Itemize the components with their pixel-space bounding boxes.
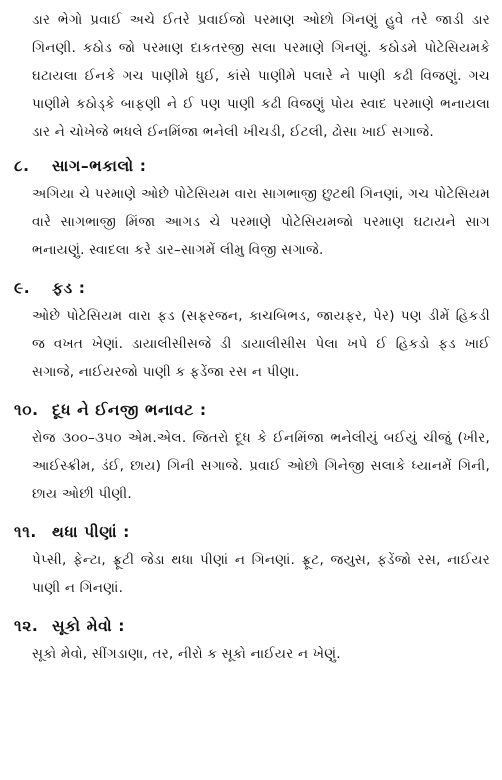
section-sag-bhakalo (14, 152, 490, 264)
section-body: પેપ્સી, ફેન્ટા, ફ્રૂટી જેડા થધા પીણાં ન ગિનણાં. ફ્રૂટ, જયુસ, ફડેંજો રસ, નાઈયર પાણી ન ગિનણાં. (32, 552, 490, 596)
section-number: ૧૨. (14, 617, 39, 635)
section-body: સૂકો મેવો, સીંગડાણા, તર, નીરો ક સૂકો નાઈયર ન ખેણું. (32, 646, 341, 662)
section-heading (14, 518, 490, 546)
section-title: ફડ : (52, 279, 86, 297)
section-dudh (14, 396, 490, 508)
section-body: ઓછે પોટેસિયમ વારા ફડ (સફરજન, કાચબિભડ, જાયફર, પેર) પણ ડીમેં હિકડી જ વખત ખેણાં. ડાયાલીસીસજે ડી ડાયાલીસીસ પેલા ખપે ઈ હિકડો ફડ ખાઈ સગાજે, નાઈયરજો પાણી ક ફડેંજા રસ ન પીણા. (32, 308, 490, 380)
section-thadha-pina (14, 518, 490, 602)
section-heading (14, 274, 490, 302)
section-number: ૯. (14, 279, 31, 297)
section-title: દૂધ ને ઈનજી ભનાવટ : (52, 401, 207, 419)
section-body: રોજ ૩૦૦–૩૫૦ એમ.એલ. જિતરો દૂધ કે ઈનમિંજા ભનેલીયું બઈયું ચીજું (ખીર, આઈસ્ક્રીમ, ડંઈ, છાય) ગિની સગાજે. પ્રવાઈ ઓછો ગિનેજી સલાકે ધ્યાનમેં ગિની, છાય ઓછી પીણી. (32, 430, 490, 502)
intro-paragraph: ડાર ભેગો પ્રવાઈ અચે ઈતરે પ્રવાઈજો પરમાણ ઓછો ગિનણું હુવે તરે જાડી ડાર ગિનણી. કઠોડ જો પરમાણ દાકતરજી સલા પરમાણે ગિનણું. કઠોડમે પોટેસિયમકે ઘટાયલા ઈનકે ગચ પાણીમે ધુઈ, કાંસે પાણીમે પલારે ને પાણી કઢી વિજણું. ગચ પાણીમે કઠોડ્કે બાફણી ને ઈ પણ પાણી કઢી વિજણું પોય સ્વાદ પરમાણે ભનાયલા ડાર ને ચોખેજે ભધલે ઈનમિંજા ભનેલી ખીચડી, ઈટલી, ઢોસા ખાઈ સગાજે. (32, 12, 490, 140)
section-suko-mevo (14, 612, 490, 668)
section-title: સૂકો મેવો : (52, 617, 126, 635)
section-number: ૧૧. (14, 523, 37, 541)
section-number: ૧૦. (14, 401, 39, 419)
section-heading (14, 152, 490, 180)
section-heading (14, 396, 490, 424)
section-title: થધા પીણાં : (52, 523, 130, 541)
section-heading (14, 612, 490, 640)
section-body: અગિયા ચે પરમાણે ઓછે પોટેસિયમ વારા સાગભાજી છુટથી ગિનણાં, ગચ પોટેસિયમ વારે સાગભાજી મિંજા આગડ ચે પરમાણે પોટેસિયમજો પરમાણ ઘટાયને સાગ ભનાયણું. સ્વાદલા કરે ડાર–સાગમેં લીમુ વિજી સગાજે. (32, 186, 490, 258)
section-number: ૮. (14, 157, 30, 175)
section-title: સાગ–ભકાલો : (52, 157, 147, 175)
section-fad (14, 274, 490, 386)
